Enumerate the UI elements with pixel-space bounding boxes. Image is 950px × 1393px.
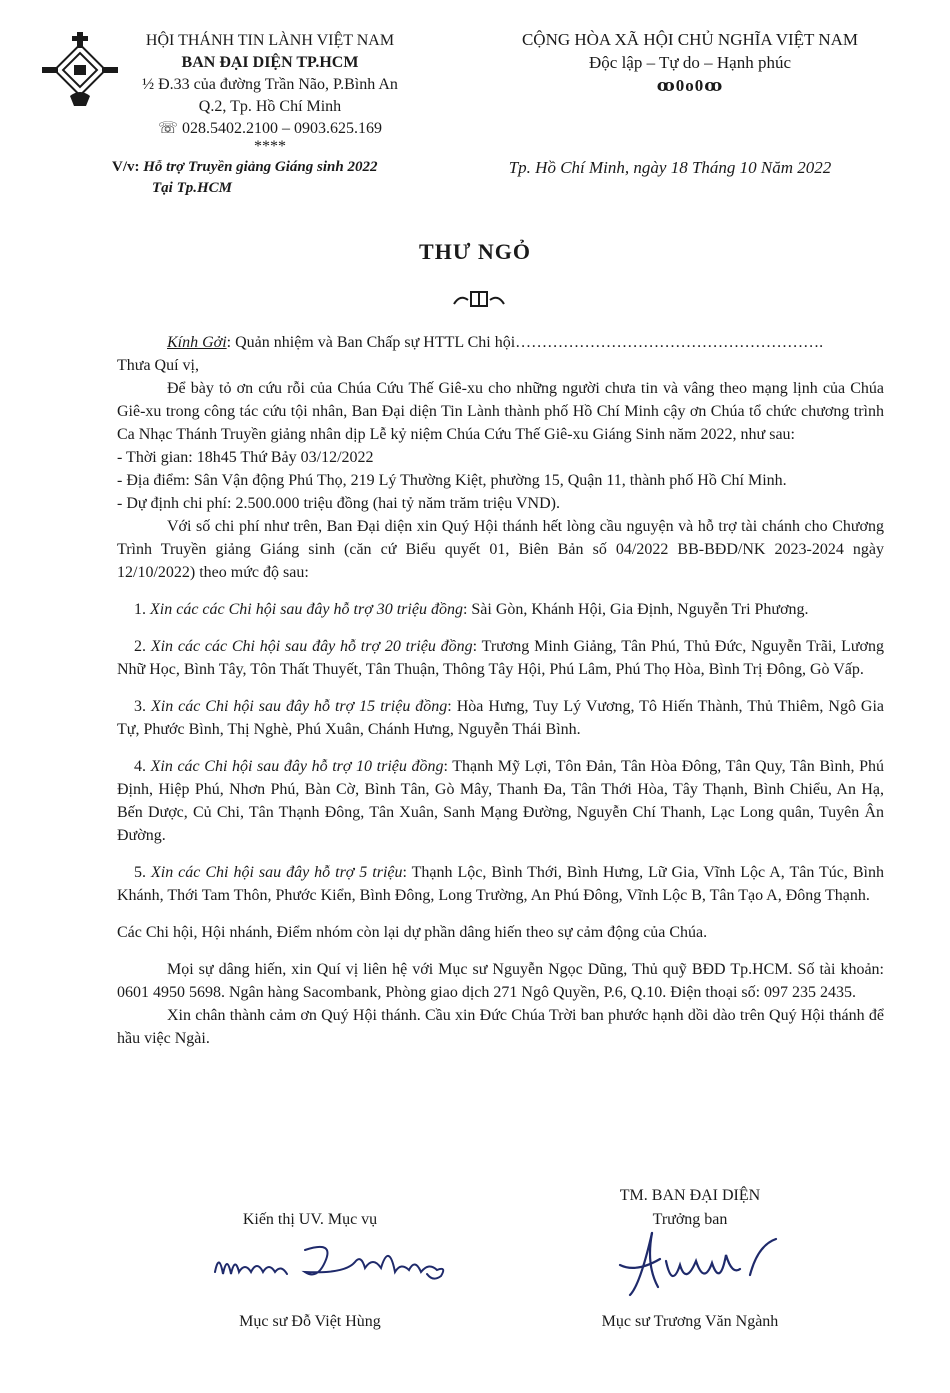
intro-paragraph: Để bày tỏ ơn cứu rỗi của Chúa Cứu Thế Giê-xu cho những người chưa tin và vâng theo mạng lịnh của Chúa Giê-xu trong công tác cứu tội nhân, Ban Đại diện Tin Lành thành phố Hồ Chí Minh cậy ơn Chúa tổ chức chương trình Ca Nhạc Thánh Truyền giảng nhân dịp Lễ kỷ niệm Chúa Cứu Thế Giê-xu Giáng Sinh năm 2022, như sau:: [117, 380, 884, 443]
support-item-4: [117, 755, 884, 847]
thanks-paragraph: Xin chân thành cảm ơn Quý Hội thánh. Cầu xin Đức Chúa Trời ban phước hạnh dồi dào trên Quý Hội thánh để hầu việc Ngài.: [117, 1007, 884, 1047]
subject-label: V/v:: [112, 159, 140, 175]
stars-divider: ****: [254, 138, 286, 155]
support-item-2: [117, 635, 884, 681]
subject-block: [112, 157, 412, 199]
item-churches: : Sài Gòn, Khánh Hội, Gia Định, Nguyễn Tri Phương.: [462, 601, 809, 618]
item-lead: Xin các Chi hội sau đây hỗ trợ 5 triệu: [150, 864, 403, 881]
recipient-line: [117, 331, 884, 354]
letter-body: [117, 331, 884, 1050]
phone-line: ☏ 028.5402.2100 – 0903.625.169: [157, 120, 382, 137]
item-number: 3.: [134, 698, 146, 715]
header-left-block: [120, 30, 420, 154]
item-number: 5.: [134, 864, 146, 881]
support-item-1: [117, 598, 884, 621]
item-lead: Xin các các Chi hội sau đây hỗ trợ 30 triệu đồng: [150, 601, 463, 618]
request-paragraph: Với số chi phí như trên, Ban Đại diện xin Quý Hội thánh hết lòng cầu nguyện và hỗ trợ tài chánh cho Chương Trình Truyền giảng Giáng sinh (căn cứ Biểu quyết 01, Biên Bản số 04/2022 BB-BĐD/NK 2023-2024 ngày 12/10/2022) theo mức độ sau:: [117, 518, 884, 581]
recipient-label: Kính Gởi: [167, 334, 227, 351]
recipient-text: : Quản nhiệm và Ban Chấp sự HTTL Chi hội………………………………………………….: [226, 334, 824, 351]
item-lead: Xin các Chi hội sau đây hỗ trợ 15 triệu đồng: [150, 698, 448, 715]
right-handwritten-signature: [600, 1225, 800, 1305]
left-signer-name: Mục sư Đỗ Việt Hùng: [239, 1313, 381, 1330]
item-number: 4.: [134, 758, 146, 775]
subject-line-2: Tại Tp.HCM: [152, 180, 233, 196]
event-time: - Thời gian: 18h45 Thứ Bảy 03/12/2022: [117, 449, 374, 466]
item-churches: : Hòa Hưng, Tuy Lý Vương, Tô Hiến Thành, Thủ Thiêm, Ngô Gia Tự, Phước Bình, Thị Nghè, Phú Xuân, Chánh Hưng, Nguyễn Thái Bình.: [117, 698, 885, 738]
church-emblem-logo: [40, 30, 120, 110]
address-line-2: Q.2, Tp. Hồ Chí Minh: [198, 98, 342, 115]
item-lead: Xin các các Chi hội sau đây hỗ trợ 20 triệu đồng: [150, 638, 473, 655]
date-line: Tp. Hồ Chí Minh, ngày 18 Tháng 10 Năm 2022: [508, 158, 832, 177]
item-churches: : Thạnh Lộc, Bình Thới, Bình Hưng, Lữ Gia, Vĩnh Lộc A, Tân Túc, Bình Khánh, Thới Tam Thôn, Phước Kiển, Bình Đông, Long Trường, An Phú Đông, Vĩnh Lộc B, Tân Tạo A, Đông Thạnh.: [117, 864, 884, 904]
event-cost: - Dự định chi phí: 2.500.000 triệu đồng (hai tỷ năm trăm triệu VND).: [117, 495, 560, 512]
left-signer-title: Kiến thị UV. Mục vụ: [242, 1211, 378, 1228]
nation-motto: Độc lập – Tự do – Hạnh phúc: [589, 53, 791, 72]
item-lead: Xin các Chi hội sau đây hỗ trợ 10 triệu đồng: [150, 758, 444, 775]
header-right-block: [480, 28, 900, 97]
org-name: HỘI THÁNH TIN LÀNH VIỆT NAM: [145, 32, 395, 49]
item-churches: : Thạnh Mỹ Lợi, Tôn Đản, Tân Hòa Đông, Tân Quy, Tân Bình, Phú Định, Hiệp Phú, Nhơn Phú, Bàn Cờ, Bình Tân, Gò Mây, Thanh Đa, Tân Thới Hòa, Tây Thạnh, Bình Chiểu, An Hạ, Bến Dược, Củ Chi, Tân Thạnh Đông, Tân Xuân, Sanh Mạng Đường, Nguyễn Chí Thanh, Lạc Long quân, Tuyên Ân Đường.: [117, 758, 885, 844]
support-item-5: [117, 861, 884, 907]
header-ornament: ꝏ0o0ꝏ: [656, 76, 724, 95]
address-line-1: ½ Đ.33 của đường Trần Não, P.Bình An: [142, 76, 398, 93]
right-signer-name: Mục sư Trương Văn Ngành: [601, 1313, 779, 1330]
right-signer-subtitle: Trưởng ban: [652, 1211, 728, 1228]
item-number: 2.: [134, 638, 146, 655]
letter-title: THƯ NGỎ: [419, 239, 531, 264]
support-item-3: [117, 695, 884, 741]
event-place: - Địa điểm: Sân Vận động Phú Thọ, 219 Lý Thường Kiệt, phường 15, Quận 11, thành phố Hồ Chí Minh.: [117, 472, 787, 489]
subject-line-1: Hỗ trợ Truyền giảng Giáng sinh 2022: [143, 159, 378, 175]
item-churches: : Trương Minh Giảng, Tân Phú, Thủ Đức, Nguyễn Trãi, Lương Nhữ Học, Bình Tây, Tôn Thất Thuyết, Tân Thuận, Thông Tây Hội, Phú Lâm, Phú Thọ Hòa, Bình Trị Đông, Gò Vấp.: [117, 638, 884, 678]
others-paragraph: Các Chi hội, Hội nhánh, Điểm nhóm còn lại dự phần dâng hiến theo sự cảm động của Chúa.: [117, 924, 708, 941]
salutation: Thưa Quí vị,: [117, 357, 199, 374]
right-signer-title: TM. BAN ĐẠI DIỆN: [619, 1187, 761, 1204]
office-name: BAN ĐẠI DIỆN TP.HCM: [181, 54, 359, 71]
left-handwritten-signature: [205, 1232, 465, 1298]
book-ornament-icon: [0, 288, 950, 310]
nation-name: CỘNG HÒA XÃ HỘI CHỦ NGHĨA VIỆT NAM: [521, 30, 859, 49]
item-number: 1.: [134, 601, 146, 618]
contact-paragraph: Mọi sự dâng hiến, xin Quí vị liên hệ với Mục sư Nguyễn Ngọc Dũng, Thủ quỹ BĐD Tp.HCM. Số tài khoản: 0601 4950 5698. Ngân hàng Sacombank, Phòng giao dịch 271 Ngô Quyền, P.6, Q.10. Điện thoại số: 097 235 2435.: [117, 961, 884, 1001]
